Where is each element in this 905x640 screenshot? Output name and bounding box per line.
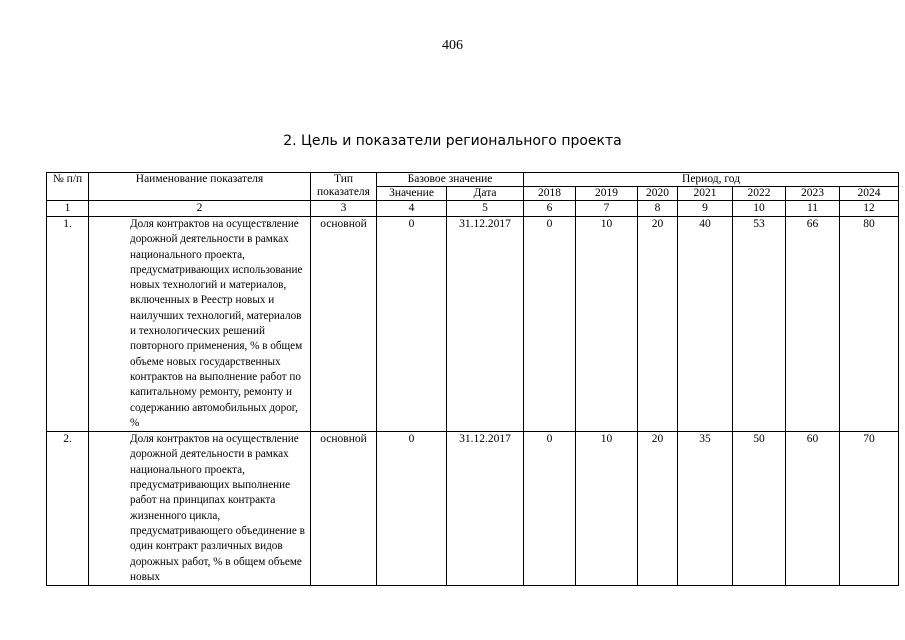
indicator-name: Доля контрактов на осуществление дорожной деятельности в рамках национального проекта, предусматривающих выполнение работ на принципах контракта жизненного цикла, предусматривающего объединение в один контракт различных видов дорожных работ, % в общем объеме новых <box>89 432 311 586</box>
year-value: 53 <box>733 217 786 432</box>
column-number: 5 <box>447 201 524 217</box>
header-base-value: Базовое значение <box>377 173 524 187</box>
column-number: 4 <box>377 201 447 217</box>
indicator-name: Доля контрактов на осуществление дорожной деятельности в рамках национального проекта, предусматривающих использование новых технологий и материалов, включенных в Реестр новых и наилучших технологий, материалов и технологических решений повторного применения, % в общем объеме новых государственных контрактов на выполнение работ по капитальному ремонту, ремонту и содержанию автомобильных дорог, % <box>89 217 311 432</box>
header-year: 2018 <box>524 187 576 201</box>
column-number-row <box>47 201 899 217</box>
column-number: 10 <box>733 201 786 217</box>
column-number: 1 <box>47 201 89 217</box>
year-value: 10 <box>576 217 638 432</box>
header-year: 2021 <box>678 187 733 201</box>
base-date: 31.12.2017 <box>447 432 524 586</box>
header-value: Значение <box>377 187 447 201</box>
header-year: 2023 <box>786 187 840 201</box>
row-number: 1. <box>47 217 89 432</box>
base-date: 31.12.2017 <box>447 217 524 432</box>
year-value: 35 <box>678 432 733 586</box>
header-type: Тип показателя <box>311 173 377 201</box>
page-number: 406 <box>442 38 463 53</box>
year-value: 20 <box>638 217 678 432</box>
column-number: 11 <box>786 201 840 217</box>
year-value: 10 <box>576 432 638 586</box>
section-title: 2. Цель и показатели регионального проекта <box>283 133 622 149</box>
indicator-type: основной <box>311 432 377 586</box>
year-value: 60 <box>786 432 840 586</box>
table-row <box>47 217 899 432</box>
header-year: 2024 <box>840 187 899 201</box>
row-number: 2. <box>47 432 89 586</box>
header-period: Период, год <box>524 173 899 187</box>
indicator-type: основной <box>311 217 377 432</box>
header-year: 2019 <box>576 187 638 201</box>
year-value: 70 <box>840 432 899 586</box>
table-row <box>47 432 899 586</box>
column-number: 8 <box>638 201 678 217</box>
year-value: 0 <box>524 432 576 586</box>
column-number: 6 <box>524 201 576 217</box>
header-year: 2022 <box>733 187 786 201</box>
year-value: 66 <box>786 217 840 432</box>
column-number: 7 <box>576 201 638 217</box>
base-value: 0 <box>377 432 447 586</box>
column-number: 9 <box>678 201 733 217</box>
header-date: Дата <box>447 187 524 201</box>
year-value: 40 <box>678 217 733 432</box>
header-row-1 <box>47 173 899 187</box>
header-no: № п/п <box>47 173 89 201</box>
year-value: 80 <box>840 217 899 432</box>
column-number: 3 <box>311 201 377 217</box>
base-value: 0 <box>377 217 447 432</box>
year-value: 20 <box>638 432 678 586</box>
header-year: 2020 <box>638 187 678 201</box>
year-value: 50 <box>733 432 786 586</box>
column-number: 2 <box>89 201 311 217</box>
column-number: 12 <box>840 201 899 217</box>
indicators-table <box>46 172 899 586</box>
header-name: Наименование показателя <box>89 173 311 201</box>
year-value: 0 <box>524 217 576 432</box>
